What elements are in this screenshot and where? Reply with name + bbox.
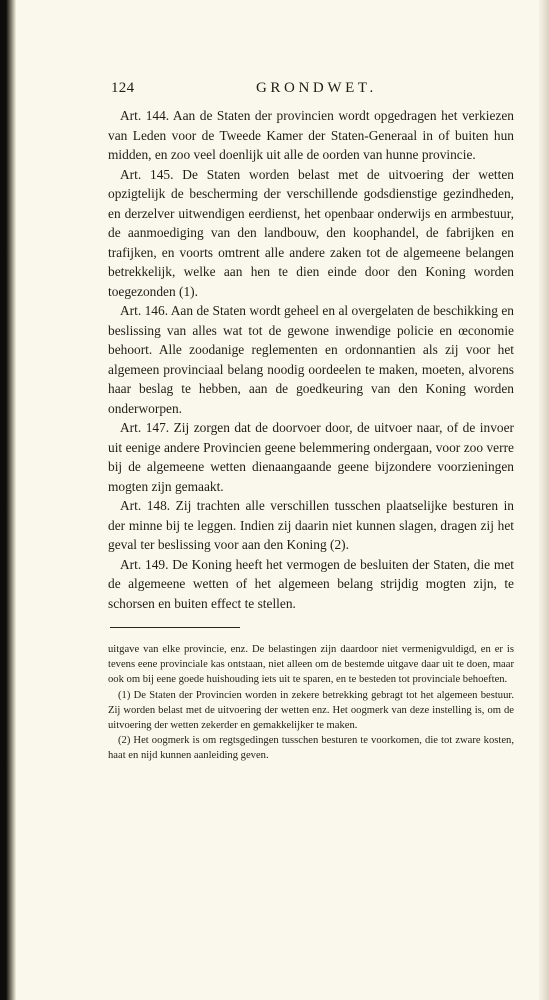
footnote-separator xyxy=(110,627,240,628)
scan-edge-right xyxy=(539,0,549,1000)
article-paragraph: Art. 148. Zij trachten alle verschillen tusschen plaatselijke besturen in der minne bij te leggen. Indien zij daarin niet kunnen slagen, dragen zij het geval ter beslissing voor aan den Koning (2). xyxy=(108,498,514,552)
running-title: GRONDWET. xyxy=(256,80,377,96)
article-paragraph: Art. 146. Aan de Staten wordt geheel en al overgelaten de beschikking en beslissing van alles wat tot de gewone inwendige policie en œconomie behoort. Alle zoodanige reglementen en ordonnantien als zij voor het algemeen provinciaal belang noodig oordeelen te maken, moeten, alvorens haar beslag te hebben, aan de goedkeuring van den Koning worden onderworpen. xyxy=(108,303,514,416)
page-number: 124 xyxy=(111,80,135,96)
footnotes xyxy=(108,642,514,764)
scan-edge-left xyxy=(0,0,16,1000)
article-paragraph: Art. 144. Aan de Staten der provincien wordt opgedragen het verkiezen van Leden voor de Tweede Kamer der Staten-Generaal in of buiten hun midden, en zoo veel doenlijk uit alle de oorden van hunne provincie. xyxy=(108,108,514,162)
article-paragraph: Art. 147. Zij zorgen dat de doorvoer door, de uitvoer naar, of de invoer uit eenige andere Provincien geene belemmering ondergaan, voor zoo verre bij de algemeene wetten dienaangaande geene bijzondere voorzieningen mogten zijn gemaakt. xyxy=(108,420,514,494)
page-header xyxy=(108,76,514,106)
footnote-continuation: uitgave van elke provincie, enz. De belastingen zijn daardoor niet vermenigvuldigd, en er is tevens eene provinciale kas ontstaan, niet alleen om de bestemde uitgave daar uit te doen, maar ook om bij eene goede huishouding iets uit te sparen, en te besteden tot provinciale behoeften. xyxy=(108,644,514,686)
article-paragraph: Art. 145. De Staten worden belast met de uitvoering der wetten opzigtelijk de bescherming der verschillende godsdienstige gezindheden, en derzelver uitwendigen eerdienst, het openbaar onderwijs en armbestuur, de aanmoediging van den landbouw, den koophandel, de fabrijken en trafijken, en voorts omtrent alle andere zaken tot de algemeene belangen betrekkelijk, welke aan hen te dien einde door den Koning worden toegezonden (1). xyxy=(108,166,514,299)
footnote: (1) De Staten der Provincien worden in zekere betrekking gebragt tot het algemeen bestuur. Zij worden belast met de uitvoering der wetten enz. Het oogmerk van deze instelling is, om de uitvoering der wetten zekerder en gemakkelijker te maken. xyxy=(108,689,514,732)
footnote: (2) Het oogmerk is om regtsgedingen tusschen besturen te voorkomen, die tot zware kosten, haat en nijd kunnen aanleiding geven. xyxy=(108,735,514,762)
article-paragraph: Art. 149. De Koning heeft het vermogen de besluiten der Staten, die met de algemeene wetten of het algemeen belang strijdig mogten zijn, te schorsen en buiten effect te stellen. xyxy=(108,556,514,611)
main-text xyxy=(108,106,514,613)
book-page xyxy=(108,76,514,764)
